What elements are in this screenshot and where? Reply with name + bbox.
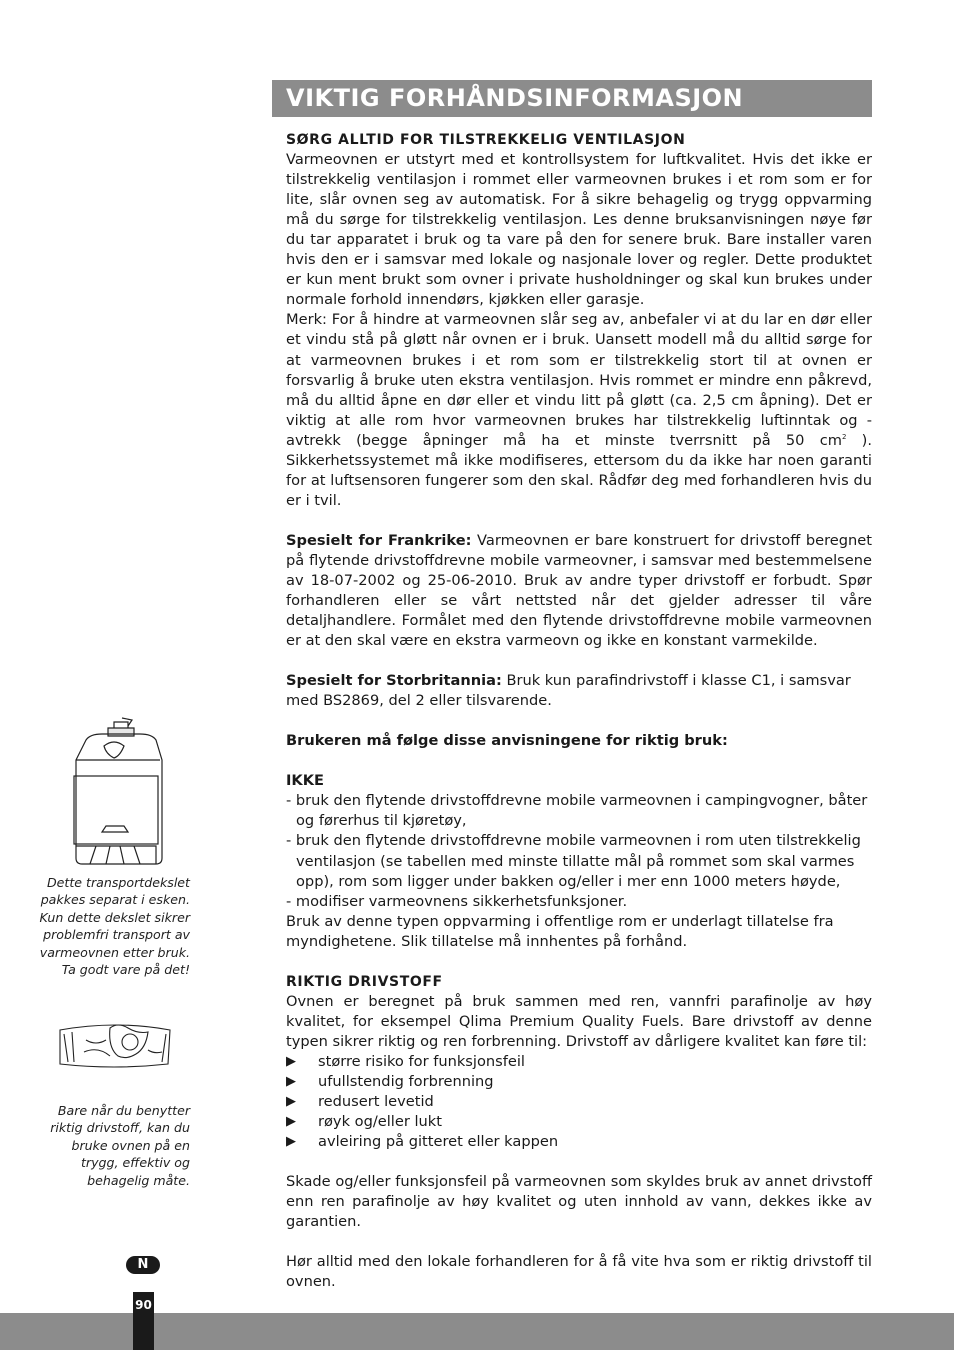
- fuel-bullet-item: [286, 1092, 872, 1112]
- page-number: 90: [135, 1298, 152, 1312]
- caption-transport-cover: Dette transportdekslet pakkes separat i esken. Kun dette dekslet sikrer problemfri transport av varmeovnen etter bruk. Ta godt vare på det!: [39, 875, 190, 978]
- uk-label: Spesielt for Storbritannia:: [286, 672, 502, 690]
- ventilation-note-paragraph: [286, 310, 872, 510]
- bullet-text: ufullstendig forbrenning: [318, 1072, 494, 1090]
- ikke-note: Bruk av denne typen oppvarming i offentlige rom er underlagt tillatelse fra myndighetene. Slik tillatelse må innhentes på forhånd.: [286, 912, 834, 950]
- fuel-canister-illustration: [66, 716, 164, 868]
- ventilation-note-text-a: Merk: For å hindre at varmeovnen slår seg av, anbefaler vi at du lar en dør eller et vindu stå på gløtt når ovnen er i bruk. Uansett modell må du alltid sørge for at varmeovnen brukes i et rom som er tilstrekkelig stort til at ovnen er forsvarlig å bruke uten ekstra ventilasjon. Hvis rommet er mindre enn påkrevd, må du alltid åpne en dør eller et vindu litt på gløtt (ca. 2,5 cm åpning). Det er viktig at alle rom hvor varmeovnen brukes har tilstrekkelig luftinntak og -avtrekk (begge åpninger må ha et minste tverrsnitt på 50 cm: [286, 311, 872, 449]
- instructions-heading: Brukeren må følge disse anvisningene for riktig bruk:: [286, 732, 728, 750]
- bullet-text: røyk og/eller lukt: [318, 1113, 442, 1131]
- superscript-2: 2: [841, 432, 847, 441]
- uk-text: Bruk kun parafindrivstoff i klasse C1, i samsvar med BS2869, del 2 eller tilsvarende.: [286, 672, 851, 710]
- ikke-heading: IKKE: [286, 772, 325, 790]
- main-content: [286, 130, 872, 1292]
- play-arrow-icon: ▶: [286, 1094, 296, 1110]
- fuel-intro: Ovnen er beregnet på bruk sammen med ren, vannfri parafinolje av høy kvalitet, for eksempel Qlima Premium Quality Fuels. Bare drivstoff av denne typen sikrer riktig og ren forbrenning. Drivstoff av dårligere kvalitet kan føre til:: [286, 992, 872, 1050]
- ventilation-note-text-b: ). Sikkerhetssystemet må ikke modifiseres, ettersom du da ikke har noen garanti for at luftsensoren fungerer som den skal. Rådfør deg med forhandleren hvis du er i tvil.: [286, 431, 872, 509]
- page-title: VIKTIG FORHÅNDSINFORMASJON: [286, 84, 744, 112]
- play-arrow-icon: ▶: [286, 1073, 296, 1089]
- fuel-bullet-item: [286, 1052, 872, 1072]
- language-badge: N: [126, 1256, 160, 1274]
- dealer-paragraph: Hør alltid med den lokale forhandleren for å få vite hva som er riktig drivstoff til ovnen.: [286, 1253, 872, 1291]
- bullet-text: redusert levetid: [318, 1093, 434, 1111]
- play-arrow-icon: ▶: [286, 1053, 296, 1069]
- play-arrow-icon: ▶: [286, 1114, 296, 1130]
- ikke-item: - bruk den flytende drivstoffdrevne mobile varmeovnen i campingvogner, båter og førerhus til kjøretøy,: [286, 792, 868, 830]
- ikke-item: - bruk den flytende drivstoffdrevne mobile varmeovnen i rom uten tilstrekkelig ventilasjon (se tabellen med minste tillatte mål på rommet som skal varmes opp), rom som ligger under bakken og/eller i mer enn 1000 meters høyde,: [286, 832, 861, 890]
- france-text: Varmeovnen er bare konstruert for drivstoff beregnet på flytende drivstoffdrevne mobile varmeovner, i samsvar med bestemmelsene av 18-07-2002 og 25-06-2010. Bruk av andre typer drivstoff er forbudt. Spør forhandleren eller se vårt nettsted når det gjelder adresser til våre detaljhandlere. Formålet med den flytende drivstoffdrevne mobile varmeovnen er at den skal være en ekstra varmeovn og ikke en konstant varmekilde.: [286, 531, 872, 650]
- ventilation-paragraph: Varmeovnen er utstyrt med et kontrollsystem for luftkvalitet. Hvis det ikke er tilstrekkelig ventilasjon i rommet eller varmeovnen brukes i et rom som er for lite, slår ovnen seg av automatisk. For å sikre behagelig og trygg oppvarming må du sørge for tilstrekkelig ventilasjon. Les denne bruksanvisningen nøye før du tar apparatet i bruk og ta vare på den for senere bruk. Bare installer varen hvis den er i samsvar med lokale og nasjonale lover og regler. Dette produktet er kun ment brukt som ovner i private husholdninger og skal kun brukes under normale forhold innendørs, kjøkken eller garasje.: [286, 151, 872, 309]
- warranty-paragraph: Skade og/eller funksjonsfeil på varmeovnen som skyldes bruk av annet drivstoff enn ren parafinolje av høy kvalitet og uten innhold av vann, dekkes ikke av garantien.: [286, 1173, 872, 1231]
- play-arrow-icon: ▶: [286, 1134, 296, 1150]
- fuel-bullet-item: [286, 1112, 872, 1132]
- fuel-bullet-item: [286, 1072, 872, 1092]
- fuel-heading: RIKTIG DRIVSTOFF: [286, 973, 443, 990]
- uk-paragraph: [286, 671, 872, 711]
- bullet-text: større risiko for funksjonsfeil: [318, 1052, 525, 1070]
- bullet-text: avleiring på gitteret eller kappen: [318, 1133, 559, 1151]
- ikke-item: - modifiser varmeovnens sikkerhetsfunksjoner.: [286, 892, 628, 910]
- title-bar: [272, 80, 872, 117]
- france-label: Spesielt for Frankrike:: [286, 531, 472, 549]
- ventilation-heading: SØRG ALLTID FOR TILSTREKKELIG VENTILASJON: [286, 132, 686, 148]
- caption-correct-fuel: Bare når du benytter riktig drivstoff, kan du bruke ovnen på en trygg, effektiv og behagelig måte.: [50, 1103, 190, 1188]
- france-paragraph: [286, 531, 872, 651]
- fuel-pouch-illustration: [56, 1020, 174, 1070]
- fuel-bullet-item: [286, 1132, 872, 1152]
